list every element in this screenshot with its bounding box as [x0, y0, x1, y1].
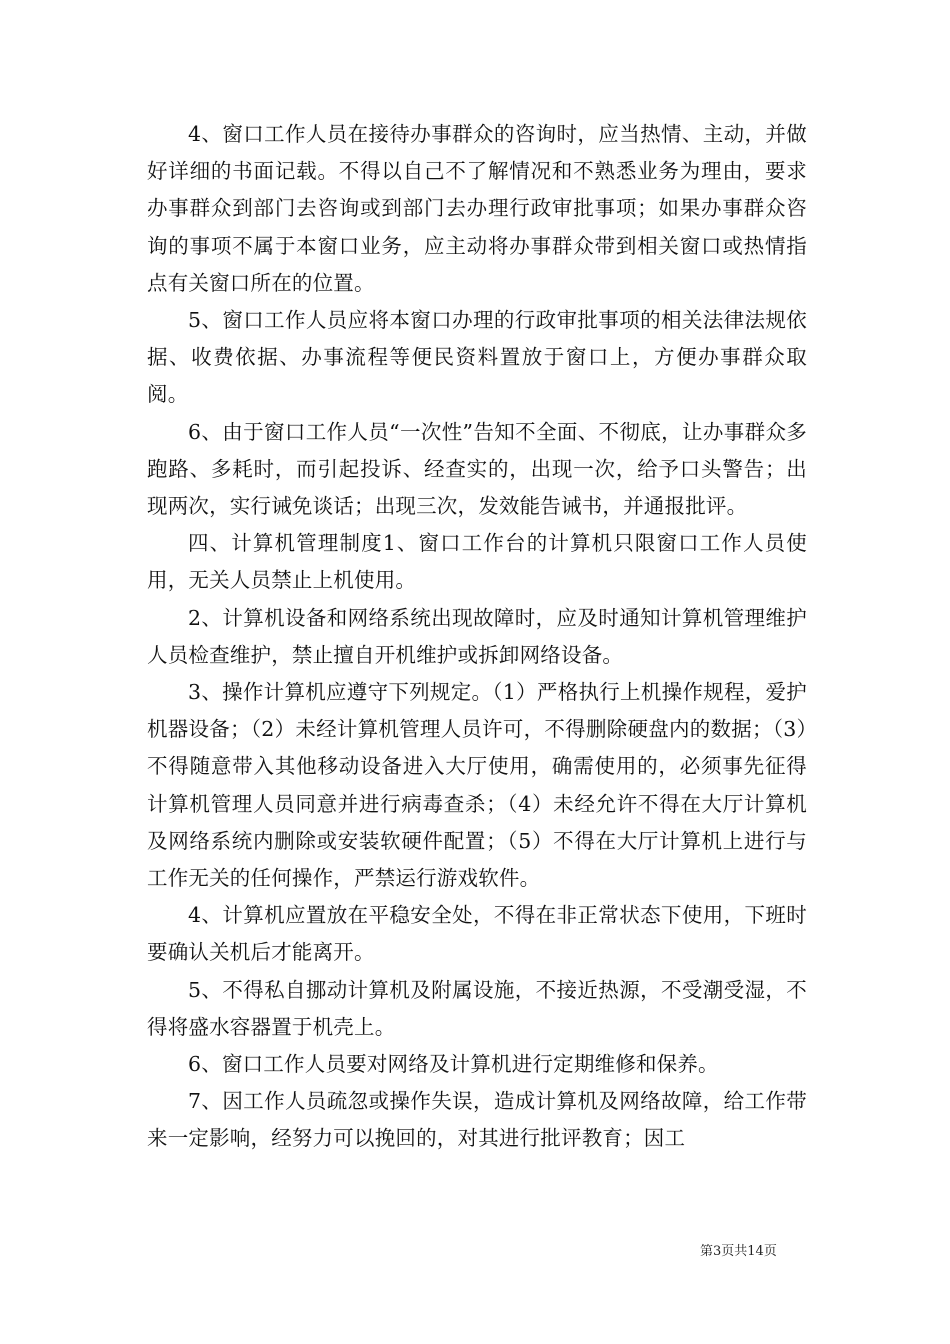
paragraph-computer-rules-3: 3、操作计算机应遵守下列规定。（1）严格执行上机操作规程，爱护机器设备；（2）未经计算机管理人员许可，不得删除硬盘内的数据；（3）不得随意带入其他移动设备进入大厅使用，确需使用的，必须事先征得计算机管理人员同意并进行病毒查杀；（4）未经允许不得在大厅计算机及网络系统内删除或安装软硬件配置；（5）不得在大厅计算机上进行与工作无关的任何操作，严禁运行游戏软件。 [147, 680, 807, 891]
paragraph-computer-rules-2: 2、计算机设备和网络系统出现故障时，应及时通知计算机管理维护人员检查维护，禁止擅自开机维护或拆卸网络设备。 [147, 605, 807, 667]
paragraph-computer-rules-1: 四、计算机管理制度1、窗口工作台的计算机只限窗口工作人员使用，无关人员禁止上机使用。 [147, 531, 807, 593]
document-body [147, 116, 807, 1158]
paragraph-computer-rules-5: 5、不得私自挪动计算机及附属设施，不接近热源，不受潮受湿，不得将盛水容器置于机壳上。 [147, 977, 807, 1039]
paragraph-5-materials: 5、窗口工作人员应将本窗口办理的行政审批事项的相关法律法规依据、收费依据、办事流程等便民资料置放于窗口上，方便办事群众取阅。 [147, 308, 807, 407]
paragraph-computer-rules-7: 7、因工作人员疏忽或操作失误，造成计算机及网络故障，给工作带来一定影响，经努力可以挽回的，对其进行批评教育；因工 [147, 1089, 807, 1151]
page-number-footer: 第3页共14页 [700, 1244, 777, 1259]
paragraph-computer-rules-6: 6、窗口工作人员要对网络及计算机进行定期维修和保养。 [188, 1052, 719, 1077]
paragraph-6-notification: 6、由于窗口工作人员“一次性”告知不全面、不彻底，让办事群众多跑路、多耗时，而引起投诉、经查实的，出现一次，给予口头警告；出现两次，实行诫免谈话；出现三次，发效能告诫书，并通报批评。 [147, 419, 807, 519]
paragraph-computer-rules-4: 4、计算机应置放在平稳安全处，不得在非正常状态下使用，下班时要确认关机后才能离开。 [147, 903, 807, 965]
paragraph-4-consultation: 4、窗口工作人员在接待办事群众的咨询时，应当热情、主动，并做好详细的书面记载。不得以自己不了解情况和不熟悉业务为理由，要求办事群众到部门去咨询或到部门去办理行政审批事项；如果办事群众咨询的事项不属于本窗口业务，应主动将办事群众带到相关窗口或热情指点有关窗口所在的位置。 [147, 122, 807, 295]
